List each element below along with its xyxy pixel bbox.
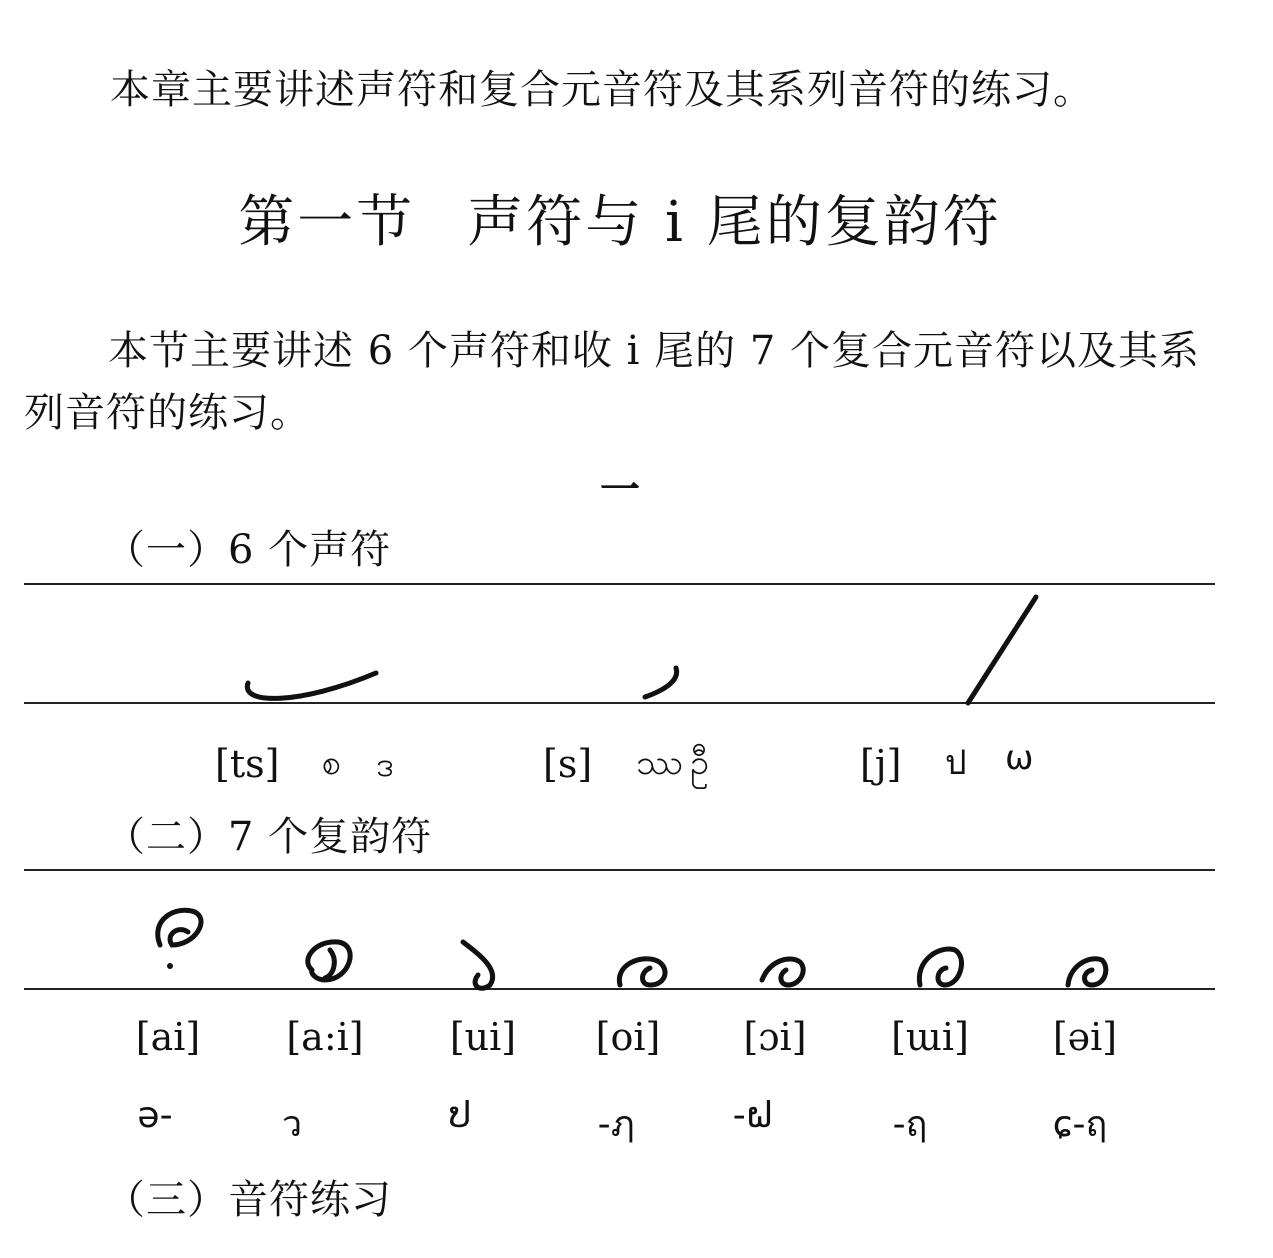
vowel-script-schwa-i: ɕ-ฤ (1052, 1104, 1108, 1145)
stroke-ai (158, 910, 201, 945)
vowel-ipa-oi: [oi] (595, 1015, 661, 1059)
vowel-script-ai: ə- (137, 1095, 173, 1136)
vowel-ipa-ui: [ui] (449, 1015, 517, 1059)
subheading-vowels: （二）7 个复韵符 (105, 814, 433, 860)
section-number-label: 第一节 (238, 190, 416, 255)
consonant-script-s-2: ဦ (690, 743, 709, 783)
vowel-script-a-i: ว (281, 1104, 303, 1145)
subheading-consonants: （一）6 个声符 (105, 527, 392, 573)
vowel-ipa-ai: [ai] (135, 1015, 201, 1059)
stroke-wi (919, 949, 961, 985)
vowel-strokes (158, 910, 1106, 988)
vowel-ipa-schwa-i: [əi] (1052, 1015, 1118, 1059)
part-number: 一 (600, 466, 640, 513)
vowel-ipa-open-o-i: [ɔi] (743, 1015, 807, 1059)
stroke-j (968, 597, 1036, 703)
vowel-script-open-o-i: -ຝ (732, 1095, 774, 1136)
chapter-intro: 本章主要讲述声符和复合元音符及其系列音符的练习。 (110, 67, 1094, 113)
stroke-ui (463, 942, 493, 988)
consonant-script-ts-2: ဒ (376, 745, 394, 785)
stroke-schwa-i (1068, 959, 1106, 985)
consonant-script-s-1: ဿ (636, 743, 683, 783)
vowel-script-wi: -ฤ (892, 1104, 928, 1145)
consonant-script-ts-1: စ (322, 743, 342, 783)
vowel-script-ui: ປ (448, 1095, 472, 1136)
subheading-practice: （三）音符练习 (105, 1177, 392, 1223)
consonant-ipa-j: [j] (860, 742, 902, 786)
section-paragraph: 本节主要讲述 6 个声符和收 i 尾的 7 个复合元音符以及其系列音符的练习。 (24, 328, 1200, 436)
stroke-ts (247, 673, 376, 698)
vowel-script-oi: -ฦ (597, 1104, 635, 1145)
stroke-a-i (308, 942, 350, 980)
stroke-open-o-i (762, 959, 803, 985)
consonant-script-j-2: ω (1005, 738, 1034, 778)
vowel-ipa-a-i: [a:i] (286, 1015, 364, 1059)
stroke-s (645, 668, 677, 697)
section-topic-label: 声符与 i 尾的复韵符 (467, 190, 1002, 255)
consonant-ipa-s: [s] (543, 742, 593, 786)
consonant-ipa-ts: [ts] (215, 742, 280, 786)
vowel-ipa-wi: [ɯi] (891, 1015, 969, 1059)
consonant-script-j-1: ป (945, 743, 967, 783)
stroke-oi (619, 959, 665, 985)
